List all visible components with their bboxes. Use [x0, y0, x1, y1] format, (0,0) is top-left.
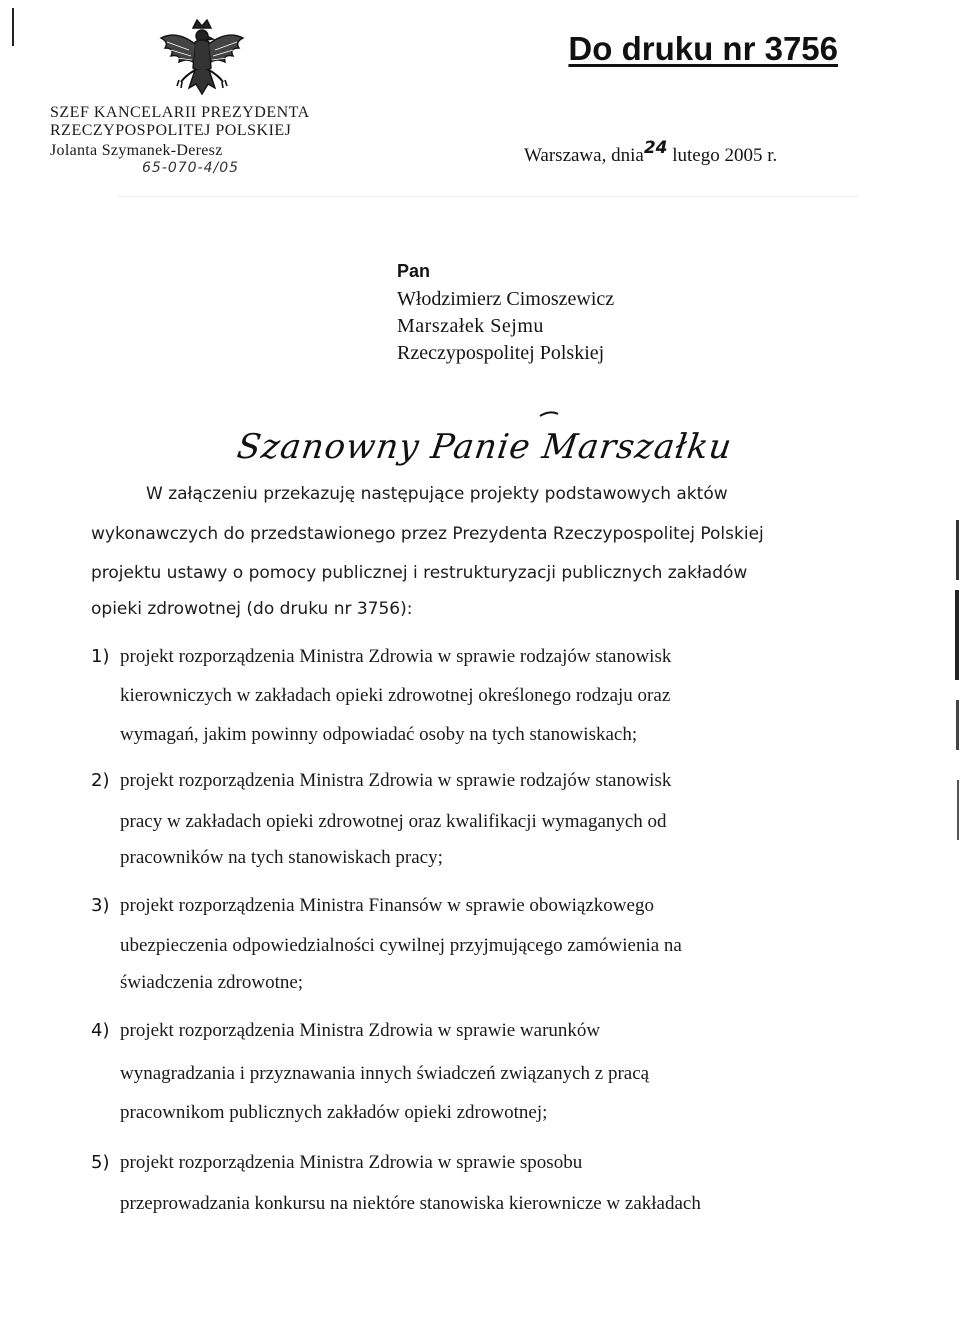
scan-edge-noise: [954, 480, 960, 860]
date-line: [524, 138, 778, 167]
addressee-title: Pan: [397, 261, 431, 281]
divider: [118, 196, 858, 197]
list-item-number: 2): [91, 770, 110, 791]
document-header-title: Do druku nr 3756: [568, 30, 838, 67]
addressee-position: Marszałek Sejmu: [397, 315, 544, 337]
list-item-number: 5): [91, 1152, 110, 1173]
intro-line-4: opieki zdrowotnej (do druku nr 3756):: [91, 599, 413, 619]
sender-office-line-2: RZECZYPOSPOLITEJ POLSKIEJ: [50, 122, 292, 139]
salutation-text: Szanowny Panie Marszałku: [234, 427, 735, 467]
sender-office-line-1: SZEF KANCELARII PREZYDENTA: [50, 104, 310, 121]
sender-name: Jolanta Szymanek-Deresz: [50, 142, 223, 159]
eagle-emblem-icon: [155, 16, 250, 108]
scan-mark: [12, 8, 14, 46]
list-item-line: pracowników na tych stanowiskach pracy;: [120, 847, 443, 868]
list-item-line: projekt rozporządzenia Ministra Zdrowia w sprawie sposobu: [120, 1152, 583, 1173]
list-item-line: świadczenia zdrowotne;: [120, 972, 304, 993]
list-item-line: pracownikom publicznych zakładów opieki zdrowotnej;: [120, 1102, 548, 1123]
intro-line-3: projektu ustawy o pomocy publicznej i restrukturyzacji publicznych zakładów: [91, 563, 748, 583]
list-item-number: 4): [91, 1020, 110, 1041]
intro-line-1: W załączeniu przekazuję następujące projekty podstawowych aktów: [146, 484, 728, 504]
list-item-number: 1): [91, 646, 110, 667]
intro-line-2: wykonawczych do przedstawionego przez Prezydenta Rzeczypospolitej Polskiej: [91, 524, 764, 544]
list-item-line: wynagradzania i przyznawania innych świadczeń związanych z pracą: [120, 1063, 650, 1084]
list-item-line: projekt rozporządzenia Ministra Zdrowia w sprawie warunków: [120, 1020, 601, 1041]
list-item-line: przeprowadzania konkursu na niektóre stanowiska kierownicze w zakładach: [120, 1193, 701, 1214]
addressee-country: Rzeczypospolitej Polskiej: [397, 342, 605, 364]
handwritten-salutation: [234, 400, 735, 480]
list-item-line: wymagań, jakim powinny odpowiadać osoby na tych stanowiskach;: [120, 724, 638, 745]
list-item-number: 3): [91, 895, 110, 916]
list-item-line: kierowniczych w zakładach opieki zdrowotnej określonego rodzaju oraz: [120, 685, 671, 706]
list-item-line: pracy w zakładach opieki zdrowotnej oraz kwalifikacji wymaganych od: [120, 811, 667, 832]
list-item-line: projekt rozporządzenia Ministra Zdrowia w sprawie rodzajów stanowisk: [120, 646, 672, 667]
list-item-line: projekt rozporządzenia Ministra Finansów w sprawie obowiązkowego: [120, 895, 654, 916]
addressee-name: Włodzimierz Cimoszewicz: [397, 288, 615, 310]
date-day-handwritten: 24: [643, 138, 668, 158]
handwritten-reference-number: 65-070-4/05: [142, 160, 240, 176]
date-prefix: Warszawa, dnia: [524, 145, 644, 166]
list-item-line: ubezpieczenia odpowiedzialności cywilnej przyjmującego zamówienia na: [120, 935, 682, 956]
date-suffix: lutego 2005 r.: [672, 145, 778, 166]
list-item-line: projekt rozporządzenia Ministra Zdrowia w sprawie rodzajów stanowisk: [120, 770, 672, 791]
